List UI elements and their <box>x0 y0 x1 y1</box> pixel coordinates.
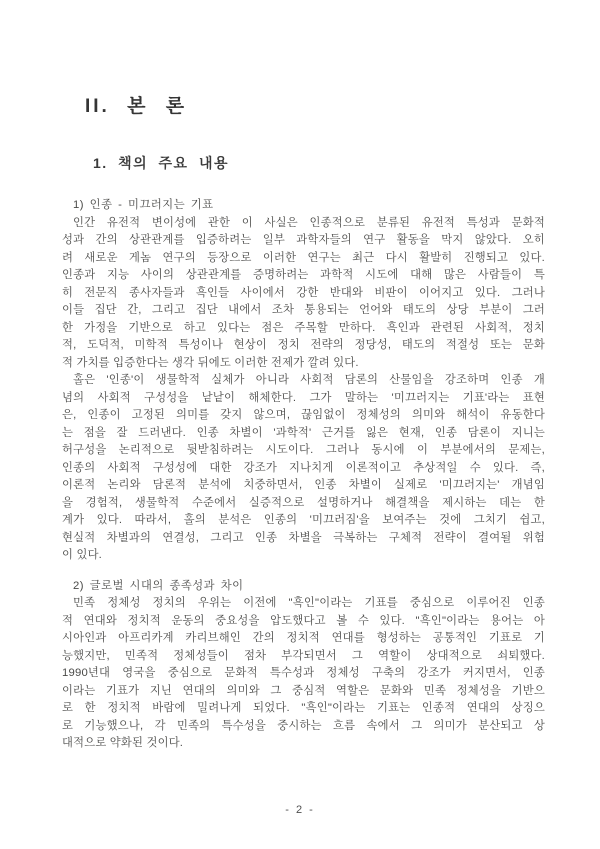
text-line: 이들 집단 간, 그리고 집단 내에서 조차 통용되는 언어와 태도의 상당 부분이 그러 <box>62 304 545 316</box>
text-line: 는 점을 잘 드러낸다. 인종 차별이 '과학적' 근거를 잃은 현재, 인종 담론이 지니는 <box>62 426 545 439</box>
text-line: 홀은 '인종'이 생물학적 실체가 아니라 사회적 담론의 산물임을 강조하며 인종 개 <box>73 374 545 386</box>
text-line: 한 가정을 기반으로 하고 있다는 점은 주목할 만하다. 흑인과 관련된 사회적, 정치 <box>62 321 545 334</box>
text-line: 이론적 논리와 담론적 분석에 치중하면서, 인종 차별이 실제로 '미끄러지는' 개념임 <box>62 479 545 491</box>
text-line: 인종의 사회적 구성성에 대한 강조가 지나치게 이론적이고 추상적일 수 있다. 즉, <box>62 461 545 474</box>
text-line: 로 한 정치적 바람에 밀려나게 되었다. "흑인"이라는 기표는 인종적 연대의 상징으 <box>62 702 545 714</box>
text-line: 적 가치를 입증한다는 생각 뒤에도 이러한 전제가 깔려 있다. <box>62 356 359 369</box>
section-title: 1. 책의 주요 내용 <box>93 155 229 171</box>
text-line: 적, 도덕적, 미학적 특성이나 현상이 정치 전략의 정당성, 태도의 적절성 또는 문화 <box>62 339 545 351</box>
text-line: 이라는 기표가 지닌 연대의 의미와 그 중심적 역할은 문화와 민족 정체성을 기반으 <box>62 684 545 697</box>
text-line: 은, 인종이 고정된 의미를 갖지 않으며, 끊임없이 정체성의 의미와 해석이 유동한다 <box>62 409 545 421</box>
chapter-title: II. 본 론 <box>85 96 188 117</box>
text-line: 려 새로운 게놈 연구의 등장으로 이러한 연구는 최근 다시 활발히 진행되고 있다. <box>62 251 545 264</box>
text-line: 현실적 차별과의 연결성, 그리고 인종 차별을 극복하는 구체적 전략이 결여될 위험 <box>62 531 545 544</box>
text-line: 을 경험적, 생물학적 수준에서 실증적으로 설명하거나 해결책을 제시하는 데는 한 <box>62 496 545 509</box>
subsection <box>62 578 545 753</box>
document-body <box>0 197 600 753</box>
text-line: 념의 사회적 구성성을 낱낱이 해체한다. 그가 말하는 '미끄러지는 기표'라는 표현 <box>62 391 545 404</box>
text-line: 이 있다. <box>62 549 103 561</box>
text-line: 계가 있다. 따라서, 홀의 분석은 인종의 '미끄러짐'을 보여주는 것에 그치기 쉽고, <box>62 514 545 526</box>
text-line: 성과 간의 상관관계를 입증하려는 일부 과학자들의 연구 활동을 막지 않았다. 오히 <box>62 234 545 246</box>
text-line: 히 전문직 종사자들과 흑인들 사이에서 강한 반대와 비판이 이어지고 있다. 그러나 <box>62 286 545 299</box>
text-line: 허구성을 논리적으로 뒷받침하려는 시도이다. 그러나 동시에 이 부분에서의 문제는, <box>62 444 545 456</box>
text-line: 로 기능했으나, 각 민족의 특수성을 중시하는 흐름 속에서 그 의미가 분산되고 상 <box>62 719 545 732</box>
text-line: 시아인과 아프리카계 카리브해인 간의 정치적 연대를 형성하는 공통적인 기표로 기 <box>62 632 545 644</box>
text-line: 인종과 지능 사이의 상관관계를 증명하려는 과학적 시도에 대해 많은 사람들이 특 <box>62 269 545 281</box>
subsection-heading: 1) 인종 - 미끄러지는 기표 <box>73 199 214 211</box>
subsection-heading: 2) 글로벌 시대의 종족성과 차이 <box>73 579 244 592</box>
text-line: 1990년대 영국을 중심으로 문화적 특수성과 정체성 구축의 강조가 커지면서, 인종 <box>62 667 545 679</box>
subsection <box>62 197 545 565</box>
text-line: 적 연대와 정치적 운동의 중요성을 압도했다고 볼 수 있다. "흑인"이라는 용어는 아 <box>62 614 545 627</box>
text-line: 대적으로 약화된 것이다. <box>62 737 184 749</box>
page-number: - 2 - <box>285 804 315 816</box>
text-line: 민족 정체성 정치의 우위는 이전에 "흑인"이라는 기표를 중심으로 이루어진 인종 <box>73 597 545 609</box>
text-line: 인간 유전적 변이성에 관한 이 사실은 인종적으로 분류된 유전적 특성과 문화적 <box>73 216 545 229</box>
text-line: 능했지만, 민족적 정체성들이 점차 부각되면서 그 역할이 상대적으로 쇠퇴했다. <box>62 649 545 662</box>
